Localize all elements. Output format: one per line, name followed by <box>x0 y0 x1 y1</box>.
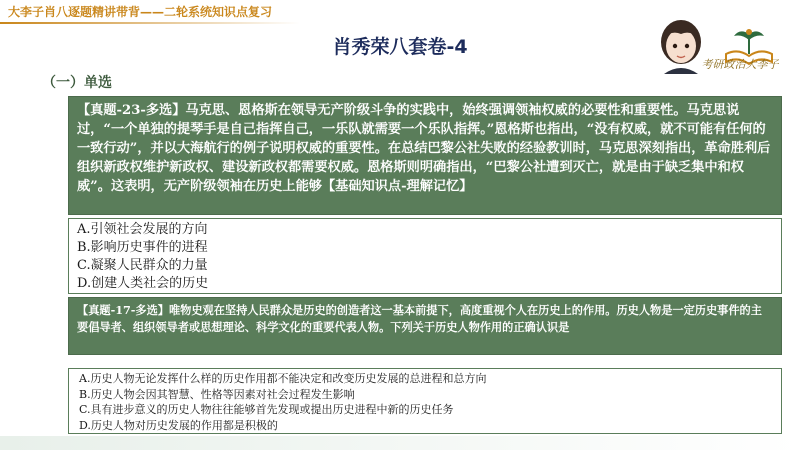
question-1-options <box>68 218 782 294</box>
option-b: B.历史人物会因其智慧、性格等因素对社会过程发生影响 <box>79 387 355 401</box>
page-title: 肖秀荣八套卷-4 <box>332 36 468 58</box>
option-c: C.具有进步意义的历史人物往往能够首先发现或提出历史进程中新的历史任务 <box>79 403 454 416</box>
footer-bar <box>0 436 800 450</box>
option-a: A.历史人物无论发挥什么样的历史作用都不能决定和改变历史发展的总进程和总方向 <box>79 372 487 385</box>
option-b: B.影响历史事件的进程 <box>77 240 208 255</box>
logo-text: 考研政治大李子 <box>701 58 779 71</box>
question-1-stem: 【真题-23-多选】马克思、恩格斯在领导无产阶级斗争的实践中，始终强调领袖权威的必要性和重要性。马克思说过，“一个单独的提琴手是自己指挥自己，一乐队就需要一个乐队指挥。”恩格斯也指出，“没有权威，就不可能有任何的一致行动”，并以大海航行的例子说明权威的重要性。在总结巴黎公社失败的经验教训时，马克思深刻指出，革命胜利后组织新政权维护新政权、建设新政权都需要权威。恩格斯则明确指出，“巴黎公社遭到灭亡，就是由于缺乏集中和权威”。这表明，无产阶级领袖在历史上能够【基础知识点-理解记忆】 <box>68 96 782 215</box>
section-label: （一）单选 <box>42 75 112 91</box>
option-c: C.凝聚人民群众的力量 <box>77 258 208 273</box>
question-2-options <box>68 368 782 434</box>
series-title: 大李子肖八逐题精讲带背——二轮系统知识点复习 <box>8 5 273 19</box>
option-d: D.历史人物对历史发展的作用都是积极的 <box>79 418 278 432</box>
header-divider <box>0 22 300 24</box>
option-d: D.创建人类社会的历史 <box>77 276 209 291</box>
option-a: A.引领社会发展的方向 <box>77 222 208 237</box>
question-2-stem: 【真题-17-多选】唯物史观在坚持人民群众是历史的创造者这一基本前提下，高度重视个人在历史上的作用。历史人物是一定历史事件的主要倡导者、组织领导者或思想理论、科学文化的重要代表人物。下列关于历史人物作用的正确认识是 <box>68 297 782 355</box>
